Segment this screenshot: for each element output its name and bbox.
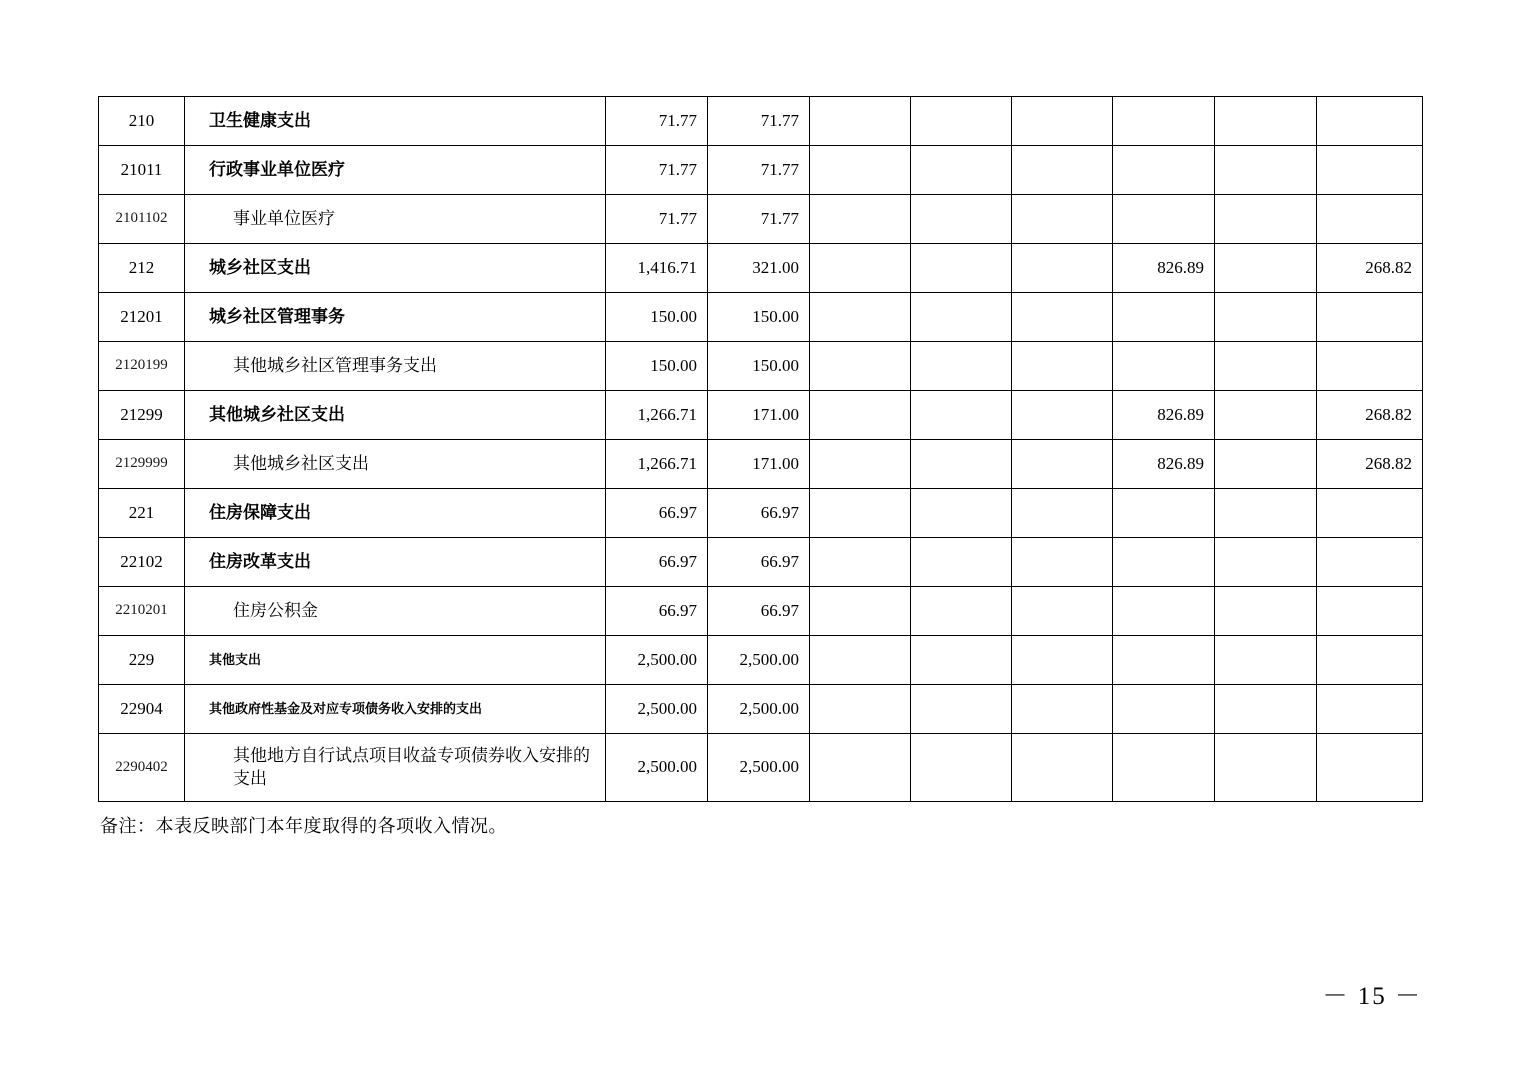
- cell-amount-c3: [810, 97, 911, 146]
- cell-amount-c5: [1012, 440, 1113, 489]
- cell-amount-c4: [911, 440, 1012, 489]
- cell-amount-c3: [810, 146, 911, 195]
- cell-amount-c8: [1317, 146, 1423, 195]
- cell-amount-c6: [1113, 342, 1215, 391]
- cell-amount-c8: [1317, 293, 1423, 342]
- cell-amount-c6: [1113, 734, 1215, 802]
- cell-amount-c1: 66.97: [606, 538, 708, 587]
- table-row: [99, 342, 1423, 391]
- cell-code: 2290402: [99, 734, 185, 802]
- cell-amount-c7: [1215, 734, 1317, 802]
- cell-amount-c5: [1012, 489, 1113, 538]
- cell-amount-c5: [1012, 391, 1113, 440]
- cell-amount-c8: [1317, 538, 1423, 587]
- cell-amount-c4: [911, 685, 1012, 734]
- table-row: [99, 244, 1423, 293]
- cell-amount-c7: [1215, 636, 1317, 685]
- cell-amount-c5: [1012, 146, 1113, 195]
- cell-amount-c7: [1215, 391, 1317, 440]
- cell-amount-c3: [810, 685, 911, 734]
- cell-amount-c6: [1113, 195, 1215, 244]
- cell-amount-c6: [1113, 293, 1215, 342]
- cell-item-name: 其他城乡社区支出: [185, 391, 606, 440]
- cell-amount-c1: 66.97: [606, 587, 708, 636]
- cell-amount-c1: 1,266.71: [606, 440, 708, 489]
- cell-amount-c4: [911, 146, 1012, 195]
- cell-amount-c8: 268.82: [1317, 440, 1423, 489]
- cell-item-name: 其他支出: [185, 636, 606, 685]
- cell-amount-c2: 321.00: [708, 244, 810, 293]
- cell-amount-c2: 2,500.00: [708, 636, 810, 685]
- cell-code: 210: [99, 97, 185, 146]
- cell-amount-c1: 2,500.00: [606, 685, 708, 734]
- cell-amount-c4: [911, 195, 1012, 244]
- cell-amount-c3: [810, 734, 911, 802]
- cell-amount-c2: 71.77: [708, 195, 810, 244]
- cell-code: 229: [99, 636, 185, 685]
- cell-amount-c6: [1113, 146, 1215, 195]
- cell-amount-c5: [1012, 342, 1113, 391]
- cell-amount-c5: [1012, 195, 1113, 244]
- cell-item-name: 住房保障支出: [185, 489, 606, 538]
- cell-amount-c5: [1012, 244, 1113, 293]
- cell-amount-c3: [810, 440, 911, 489]
- cell-code: 2129999: [99, 440, 185, 489]
- cell-amount-c8: [1317, 342, 1423, 391]
- cell-amount-c3: [810, 636, 911, 685]
- cell-code: 2120199: [99, 342, 185, 391]
- cell-amount-c1: 1,266.71: [606, 391, 708, 440]
- cell-amount-c5: [1012, 685, 1113, 734]
- cell-item-name: 其他城乡社区管理事务支出: [185, 342, 606, 391]
- table-row: [99, 391, 1423, 440]
- cell-amount-c2: 71.77: [708, 146, 810, 195]
- cell-amount-c8: [1317, 195, 1423, 244]
- cell-amount-c6: 826.89: [1113, 244, 1215, 293]
- cell-amount-c6: [1113, 636, 1215, 685]
- cell-amount-c1: 1,416.71: [606, 244, 708, 293]
- cell-amount-c6: 826.89: [1113, 391, 1215, 440]
- cell-amount-c3: [810, 391, 911, 440]
- cell-amount-c6: 826.89: [1113, 440, 1215, 489]
- cell-code: 2101102: [99, 195, 185, 244]
- cell-amount-c2: 66.97: [708, 538, 810, 587]
- cell-amount-c6: [1113, 587, 1215, 636]
- cell-amount-c3: [810, 293, 911, 342]
- cell-amount-c2: 2,500.00: [708, 685, 810, 734]
- cell-amount-c7: [1215, 244, 1317, 293]
- cell-amount-c1: 71.77: [606, 97, 708, 146]
- cell-amount-c4: [911, 636, 1012, 685]
- budget-expenditure-table: [98, 96, 1423, 802]
- cell-amount-c3: [810, 489, 911, 538]
- cell-item-name: 其他政府性基金及对应专项债务收入安排的支出: [185, 685, 606, 734]
- cell-code: 221: [99, 489, 185, 538]
- cell-code: 21201: [99, 293, 185, 342]
- cell-item-name: 卫生健康支出: [185, 97, 606, 146]
- cell-amount-c2: 171.00: [708, 391, 810, 440]
- cell-code: 212: [99, 244, 185, 293]
- cell-amount-c8: [1317, 97, 1423, 146]
- cell-amount-c1: 150.00: [606, 342, 708, 391]
- cell-amount-c4: [911, 538, 1012, 587]
- cell-amount-c4: [911, 734, 1012, 802]
- cell-amount-c3: [810, 244, 911, 293]
- cell-amount-c8: [1317, 636, 1423, 685]
- cell-code: 22904: [99, 685, 185, 734]
- cell-item-name: 事业单位医疗: [185, 195, 606, 244]
- cell-amount-c7: [1215, 195, 1317, 244]
- table-row: [99, 293, 1423, 342]
- cell-amount-c7: [1215, 146, 1317, 195]
- cell-amount-c8: 268.82: [1317, 391, 1423, 440]
- cell-code: 21011: [99, 146, 185, 195]
- cell-item-name: 其他城乡社区支出: [185, 440, 606, 489]
- table-row: [99, 538, 1423, 587]
- cell-amount-c2: 71.77: [708, 97, 810, 146]
- cell-amount-c5: [1012, 734, 1113, 802]
- cell-amount-c5: [1012, 293, 1113, 342]
- cell-amount-c3: [810, 342, 911, 391]
- cell-amount-c6: [1113, 489, 1215, 538]
- cell-amount-c7: [1215, 440, 1317, 489]
- cell-amount-c8: [1317, 685, 1423, 734]
- cell-amount-c2: 150.00: [708, 342, 810, 391]
- cell-amount-c3: [810, 195, 911, 244]
- cell-amount-c4: [911, 342, 1012, 391]
- cell-amount-c7: [1215, 538, 1317, 587]
- table-row: [99, 489, 1423, 538]
- table-row: [99, 440, 1423, 489]
- cell-amount-c6: [1113, 97, 1215, 146]
- cell-amount-c3: [810, 587, 911, 636]
- cell-amount-c1: 66.97: [606, 489, 708, 538]
- cell-amount-c2: 66.97: [708, 489, 810, 538]
- table-note: 备注：本表反映部门本年度取得的各项收入情况。: [100, 816, 507, 836]
- cell-amount-c7: [1215, 293, 1317, 342]
- cell-amount-c8: [1317, 489, 1423, 538]
- table-row: [99, 734, 1423, 802]
- cell-amount-c4: [911, 293, 1012, 342]
- table-row: [99, 587, 1423, 636]
- cell-amount-c2: 66.97: [708, 587, 810, 636]
- page-number: － 15 －: [1322, 983, 1422, 1010]
- cell-amount-c2: 150.00: [708, 293, 810, 342]
- cell-amount-c1: 150.00: [606, 293, 708, 342]
- cell-amount-c7: [1215, 97, 1317, 146]
- table-row: [99, 685, 1423, 734]
- cell-amount-c3: [810, 538, 911, 587]
- cell-amount-c4: [911, 244, 1012, 293]
- cell-amount-c5: [1012, 636, 1113, 685]
- cell-code: 22102: [99, 538, 185, 587]
- cell-item-name: 其他地方自行试点项目收益专项债券收入安排的支出: [185, 734, 606, 802]
- cell-amount-c1: 71.77: [606, 195, 708, 244]
- cell-amount-c7: [1215, 587, 1317, 636]
- table-row: [99, 146, 1423, 195]
- cell-code: 2210201: [99, 587, 185, 636]
- cell-amount-c6: [1113, 685, 1215, 734]
- cell-item-name: 住房公积金: [185, 587, 606, 636]
- table-row: [99, 195, 1423, 244]
- cell-item-name: 住房改革支出: [185, 538, 606, 587]
- cell-amount-c1: 71.77: [606, 146, 708, 195]
- budget-table-body: [99, 97, 1423, 802]
- budget-table-container: [98, 96, 1422, 802]
- cell-item-name: 城乡社区支出: [185, 244, 606, 293]
- cell-amount-c5: [1012, 587, 1113, 636]
- cell-amount-c8: [1317, 587, 1423, 636]
- cell-item-name: 城乡社区管理事务: [185, 293, 606, 342]
- cell-amount-c5: [1012, 97, 1113, 146]
- cell-amount-c7: [1215, 489, 1317, 538]
- cell-amount-c2: 171.00: [708, 440, 810, 489]
- cell-amount-c4: [911, 489, 1012, 538]
- cell-amount-c4: [911, 97, 1012, 146]
- cell-amount-c7: [1215, 685, 1317, 734]
- cell-item-name: 行政事业单位医疗: [185, 146, 606, 195]
- table-row: [99, 636, 1423, 685]
- cell-amount-c4: [911, 391, 1012, 440]
- cell-amount-c5: [1012, 538, 1113, 587]
- cell-amount-c1: 2,500.00: [606, 636, 708, 685]
- cell-amount-c8: [1317, 734, 1423, 802]
- cell-amount-c2: 2,500.00: [708, 734, 810, 802]
- table-row: [99, 97, 1423, 146]
- cell-code: 21299: [99, 391, 185, 440]
- cell-amount-c6: [1113, 538, 1215, 587]
- cell-amount-c1: 2,500.00: [606, 734, 708, 802]
- cell-amount-c8: 268.82: [1317, 244, 1423, 293]
- cell-amount-c7: [1215, 342, 1317, 391]
- cell-amount-c4: [911, 587, 1012, 636]
